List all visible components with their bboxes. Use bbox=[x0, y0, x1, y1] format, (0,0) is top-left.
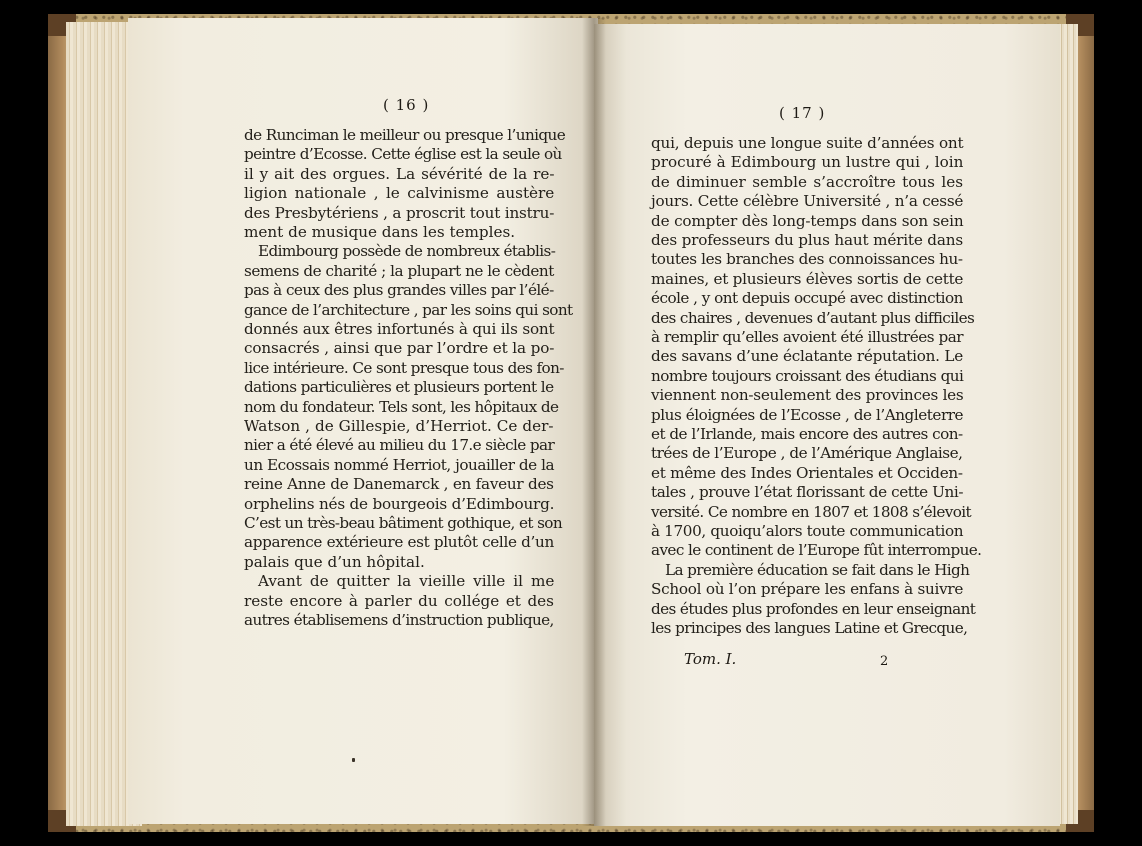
signature-tom: Tom. I. bbox=[684, 650, 737, 668]
text-line: école , y ont depuis occupé avec distinction bbox=[651, 289, 963, 308]
text-line: à remplir qu’elles avoient été illustrées par bbox=[651, 328, 964, 346]
page-speck bbox=[352, 758, 355, 762]
text-line: nom du fondateur. Tels sont, les hôpitaux de bbox=[244, 397, 559, 416]
text-line: nier a été élevé au milieu du 17.e siècle par bbox=[244, 436, 555, 455]
text-line: reine Anne de Danemarck , en faveur des bbox=[244, 475, 554, 494]
text-line: consacrés , ainsi que par l’ordre et la po- bbox=[244, 339, 555, 358]
text-line: pas à ceux des plus grandes villes par l’élé- bbox=[244, 281, 554, 300]
text-line: viennent non-seulement des provinces les bbox=[651, 386, 964, 405]
text-line: des professeurs du plus haut mérite dans bbox=[651, 231, 963, 249]
text-line: nombre toujours croissant des étudians qui bbox=[651, 366, 964, 385]
text-line: à 1700, quoiqu’alors toute communication bbox=[651, 522, 964, 540]
right-page-number: ( 17 ) bbox=[779, 104, 826, 122]
text-line: Avant de quitter la vieille ville il me bbox=[258, 572, 555, 591]
text-line: avec le continent de l’Europe fût interrompue. bbox=[651, 541, 982, 560]
book-gutter bbox=[582, 18, 606, 826]
text-line: de Runciman le meilleur ou presque l’unique bbox=[244, 126, 566, 144]
text-line: donnés aux êtres infortunés à qui ils sont bbox=[244, 320, 555, 338]
text-line: des études plus profondes en leur enseignant bbox=[651, 599, 976, 618]
text-line: versité. Ce nombre en 1807 et 1808 s’élevoit bbox=[651, 502, 971, 521]
text-line: semens de charité ; la plupart ne le cèdent bbox=[244, 261, 554, 280]
left-page-number: ( 16 ) bbox=[383, 96, 430, 114]
text-line: lice intérieure. Ce sont presque tous des fon- bbox=[244, 358, 564, 377]
text-line: des savans d’une éclatante réputation. Le bbox=[651, 347, 963, 366]
text-line: il y ait des orgues. La sévérité de la re- bbox=[244, 164, 555, 183]
text-line: peintre d’Ecosse. Cette église est la seule où bbox=[244, 145, 562, 164]
text-line: palais que d’un hôpital. bbox=[244, 552, 425, 571]
text-line: procuré à Edimbourg un lustre qui , loin bbox=[651, 153, 964, 172]
text-line: ligion nationale , le calvinisme austère bbox=[244, 184, 555, 203]
text-line: un Ecossais nommé Herriot, jouailler de la bbox=[244, 455, 555, 474]
text-line: jours. Cette célèbre Université , n’a cessé bbox=[651, 192, 964, 211]
text-line: dations particulières et plusieurs portent le bbox=[244, 378, 554, 397]
text-line: de compter dès long-temps dans son sein bbox=[651, 211, 964, 230]
text-line: orphelins nés de bourgeois d’Edimbourg. bbox=[244, 494, 555, 513]
text-line: reste encore à parler du collége et des bbox=[244, 591, 554, 610]
text-line: trées de l’Europe , de l’Amérique Anglaise, bbox=[651, 444, 963, 463]
text-line: et même des Indes Orientales et Occiden- bbox=[651, 463, 963, 482]
text-line: et de l’Irlande, mais encore des autres con- bbox=[651, 425, 963, 443]
text-line: ment de musique dans les temples. bbox=[244, 223, 516, 241]
text-line: qui, depuis une longue suite d’années ont bbox=[651, 134, 964, 152]
text-line: de diminuer semble s’accroître tous les bbox=[651, 172, 964, 191]
text-line: gance de l’architecture , par les soins qui sont bbox=[244, 300, 573, 319]
text-line: autres établisemens d’instruction publique, bbox=[244, 611, 554, 629]
text-line: La première éducation se fait dans le High bbox=[665, 560, 970, 579]
text-line: C’est un très-beau bâtiment gothique, et son bbox=[244, 514, 563, 532]
text-line: Watson , de Gillespie, d’Herriot. Ce der- bbox=[244, 417, 554, 435]
text-line: des chaires , devenues d’autant plus difficiles bbox=[651, 308, 975, 327]
text-line: apparence extérieure est plutôt celle d’un bbox=[244, 533, 554, 552]
text-line: Edimbourg possède de nombreux établis- bbox=[258, 242, 556, 261]
text-line: maines, et plusieurs élèves sortis de cette bbox=[651, 269, 964, 288]
signature-mark: 2 bbox=[880, 654, 890, 669]
text-line: School où l’on prépare les enfans à suivre bbox=[651, 580, 964, 599]
text-line: tales , prouve l’état florissant de cette Uni- bbox=[651, 483, 964, 502]
text-line: toutes les branches des connoissances hu- bbox=[651, 250, 963, 269]
text-line: plus éloignées de l’Ecosse , de l’Angleterre bbox=[651, 405, 964, 424]
text-line: les principes des langues Latine et Grecque, bbox=[651, 619, 968, 637]
text-line: des Presbytériens , a proscrit tout instru- bbox=[244, 203, 555, 222]
